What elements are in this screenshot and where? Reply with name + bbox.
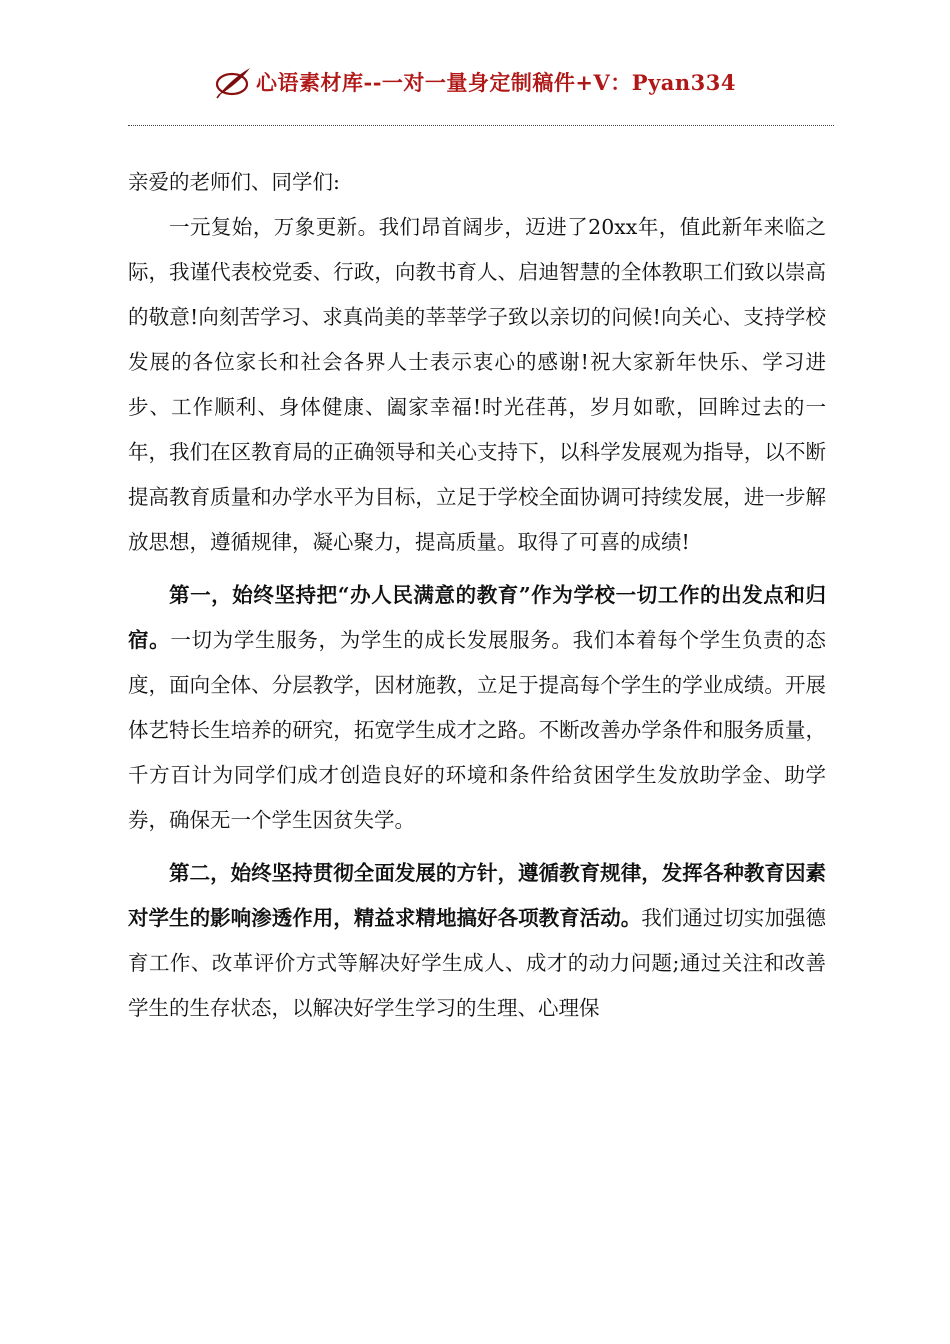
brand-name: 心语素材库 [255,70,364,95]
header-slogan: 一对一量身定制稿件+V：Pyan334 [381,70,737,95]
header-text [256,67,736,97]
quill-pen-logo-icon [214,64,254,100]
paragraph-second-point-text: 我们通过切实加强德育工作、改革评价方式等解决好学生成人、成才的动力问题;通过关注和改善学生的生存状态，以解决好学生学习的生理、心理保 [128,906,827,1020]
document-body [128,160,826,1039]
paragraph-second-point-heading: 第二，始终坚持贯彻全面发展的方针，遵循教育规律，发挥各种教育因素对学生的影响渗透作用，精益求精地搞好各项教育活动。 [128,861,826,930]
paragraph-intro: 一元复始，万象更新。我们昂首阔步，迈进了20xx年，值此新年来临之际，我谨代表校党委、行政，向教书育人、启迪智慧的全体教职工们致以崇高的敬意!向刻苦学习、求真尚美的莘莘学子致以亲切的问候!向关心、支持学校发展的各位家长和社会各界人士表示衷心的感谢!祝大家新年快乐、学习进步、工作顺利、身体健康、阖家幸福!时光荏苒，岁月如歌，回眸过去的一年，我们在区教育局的正确领导和关心支持下，以科学发展观为指导，以不断提高教育质量和办学水平为目标，立足于学校全面协调可持续发展，进一步解放思想，遵循规律，凝心聚力，提高质量。取得了可喜的成绩! [128,215,826,554]
paragraph-first-point [128,573,826,843]
paragraph-first-point-heading: 第一，始终坚持把“办人民满意的教育”作为学校一切工作的出发点和归宿。 [128,583,826,652]
salutation: 亲爱的老师们、同学们: [128,170,340,194]
paragraph-second-point [128,851,826,1031]
header-divider [128,125,834,126]
header-separator: -- [363,70,382,95]
paragraph-first-point-text: 一切为学生服务，为学生的成长发展服务。我们本着每个学生负责的态度，面向全体、分层教学，因材施教，立足于提高每个学生的学业成绩。开展体艺特长生培养的研究，拓宽学生成才之路。不断改善办学条件和服务质量，千方百计为同学们成才创造良好的环境和条件给贫困学生发放助学金、助学券，确保无一个学生因贫失学。 [128,628,826,832]
page-header [0,62,950,102]
